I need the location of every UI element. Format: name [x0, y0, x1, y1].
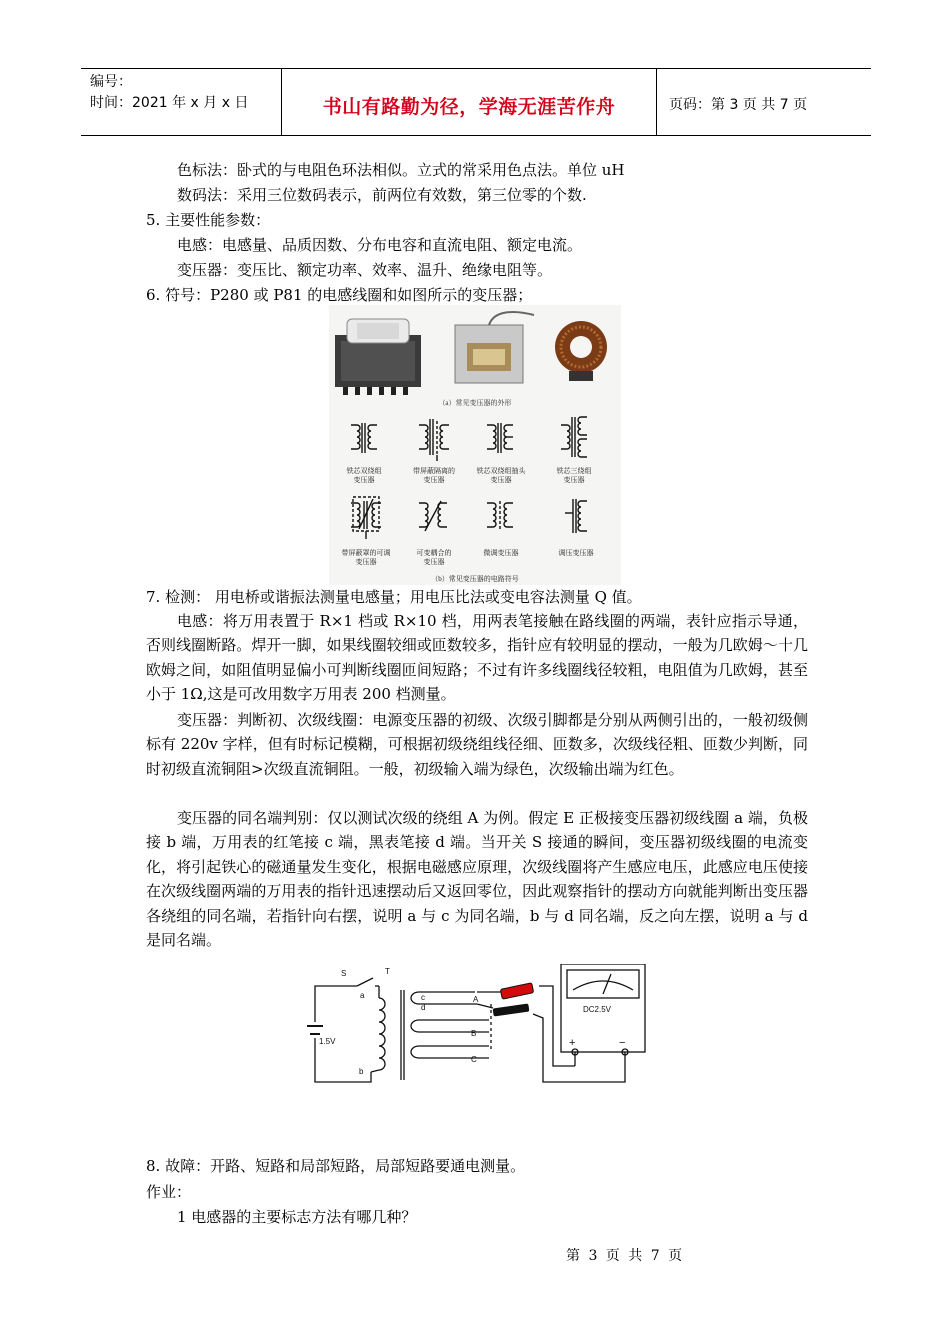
transformer-winding-paragraph: 变压器：判断初、次级线圈：电源变压器的初级、次级引脚都是分别从两侧引出的，一般初级侧标有 220v 字样，但有时标记模糊，可根据初级绕组线径细、匝数多，次级线径粗、匝数少判断，同时初级直流铜阻>次级直流铜阻。一般，初级输入端为绿色，次级输出端为红色。	[146, 711, 808, 778]
header-info-cell	[81, 69, 282, 135]
inductor-test-paragraph: 电感：将万用表置于 R×1 档或 R×10 档，用两表笔接触在路线圈的两端，表针应指示导通，否则线圈断路。焊开一脚，如果线圈较细或匝数较多，指针应有较明显的摆动，一般为几欧姆～十几欧姆之间，如阻值明显偏小可判断线圈匝间短路；不过有许多线圈线径较粗，电阻值为几欧姆，甚至小于 1Ω,这是可改用数字万用表 200 档测量。	[146, 612, 808, 704]
winding-a-label: A	[473, 995, 479, 1004]
symbol-5-label-b: 变压器	[355, 558, 377, 566]
digit-code-method: 数码法：采用三位数码表示，前两位有效数，第三位零的个数.	[177, 186, 587, 204]
caption-b: （b）常见变压器的电路符号	[431, 575, 519, 583]
section-7-heading: 7. 检测： 用电桥或谐振法测量电感量；用电压比法或变电容法测量 Q 值。	[146, 588, 642, 606]
symbol-4-label-b: 变压器	[563, 476, 585, 484]
meter-plus: +	[569, 1037, 576, 1049]
inductor-params: 电感：电感量、品质因数、分布电容和直流电阻、额定电流。	[177, 236, 583, 254]
circuit-drawing	[295, 964, 657, 1100]
symbol-row-2	[351, 497, 587, 539]
transformer-figure	[329, 305, 621, 585]
symbol-6-label-a: 可变耦合的	[416, 549, 452, 557]
header-motto: 书山有路勤为径，学海无涯苦作舟	[282, 69, 657, 135]
symbol-7-label: 微调变压器	[483, 549, 519, 557]
symbol-row-1	[351, 417, 587, 461]
page-header	[81, 68, 871, 136]
meter-range: DC2.5V	[583, 1005, 612, 1014]
meter-minus: −	[619, 1037, 626, 1049]
symbol-8-label: 调压变压器	[558, 549, 594, 557]
homework-heading: 作业：	[146, 1183, 192, 1201]
battery-voltage: 1.5V	[319, 1037, 336, 1046]
symbol-1-label-b: 变压器	[353, 476, 375, 484]
serial-number-label: 编号：	[90, 74, 132, 90]
symbol-5-label-a: 带屏蔽罩的可调	[341, 549, 391, 557]
winding-b-label: B	[471, 1029, 477, 1038]
ei-transformer-photo	[335, 319, 421, 395]
symbol-1-label-a: 铁芯双绕组	[346, 467, 382, 475]
section-5-heading: 5. 主要性能参数：	[146, 211, 271, 229]
color-code-method: 色标法：卧式的与电阻色环法相似。立式的常采用色点法。单位 uH	[177, 161, 625, 179]
symbol-2-label-b: 变压器	[423, 476, 445, 484]
terminal-a: a	[360, 991, 365, 1000]
frame-transformer-photo	[455, 312, 534, 383]
homework-question-1: 1 电感器的主要标志方法有哪几种？	[177, 1208, 417, 1226]
switch-label: S	[341, 969, 347, 978]
winding-c-label: C	[471, 1055, 477, 1064]
date-label: 时间：2021 年 x 月 x 日	[90, 95, 249, 111]
terminal-c: c	[421, 993, 425, 1002]
symbol-3-label-a: 铁芯双绕组抽头	[476, 467, 526, 475]
symbol-4-label-a: 铁芯三绕组	[556, 467, 592, 475]
transformer-label: T	[385, 967, 390, 976]
symbol-6-label-b: 变压器	[423, 558, 445, 566]
terminal-b: b	[359, 1067, 364, 1076]
header-page-number: 页码：第 3 页 共 7 页	[669, 97, 808, 113]
section-8-heading: 8. 故障：开路、短路和局部短路，局部短路要通电测量。	[146, 1157, 526, 1175]
toroid-inductor-photo	[555, 321, 607, 381]
caption-a: （a）常见变压器的外形	[438, 399, 512, 407]
transformer-figure-drawing	[329, 305, 621, 585]
polarity-test-circuit	[295, 964, 657, 1100]
symbol-3-label-b: 变压器	[490, 476, 512, 484]
page-footer: 第 3 页 共 7 页	[566, 1248, 685, 1264]
symbol-2-label-a: 带屏蔽隔离的	[413, 467, 455, 475]
polarity-test-paragraph: 变压器的同名端判别：仅以测试次级的绕组 A 为例。假定 E 正极接变压器初级线圈 a 端，负极接 b 端，万用表的红笔接 c 端，黑表笔接 d 端。当开关 S 接通的瞬间，变压器初级线圈的电流变化，将引起铁心的磁通量发生变化，根据电磁感应原理，次级线圈将产生感应电压，此感应电压使接在次级线圈两端的万用表的指针迅速摆动后又返回零位，因此观察指针的摆动方向就能判断出变压器各绕组的同名端，若指针向右摆，说明 a 与 c 为同名端，b 与 d 同名端，反之向左摆，说明 a 与 d 是同名端。	[146, 809, 808, 950]
section-6-heading: 6. 符号：P280 或 P81 的电感线圈和如图所示的变压器；	[146, 286, 533, 304]
terminal-d: d	[421, 1003, 426, 1012]
transformer-params: 变压器：变压比、额定功率、效率、温升、绝缘电阻等。	[177, 261, 553, 279]
